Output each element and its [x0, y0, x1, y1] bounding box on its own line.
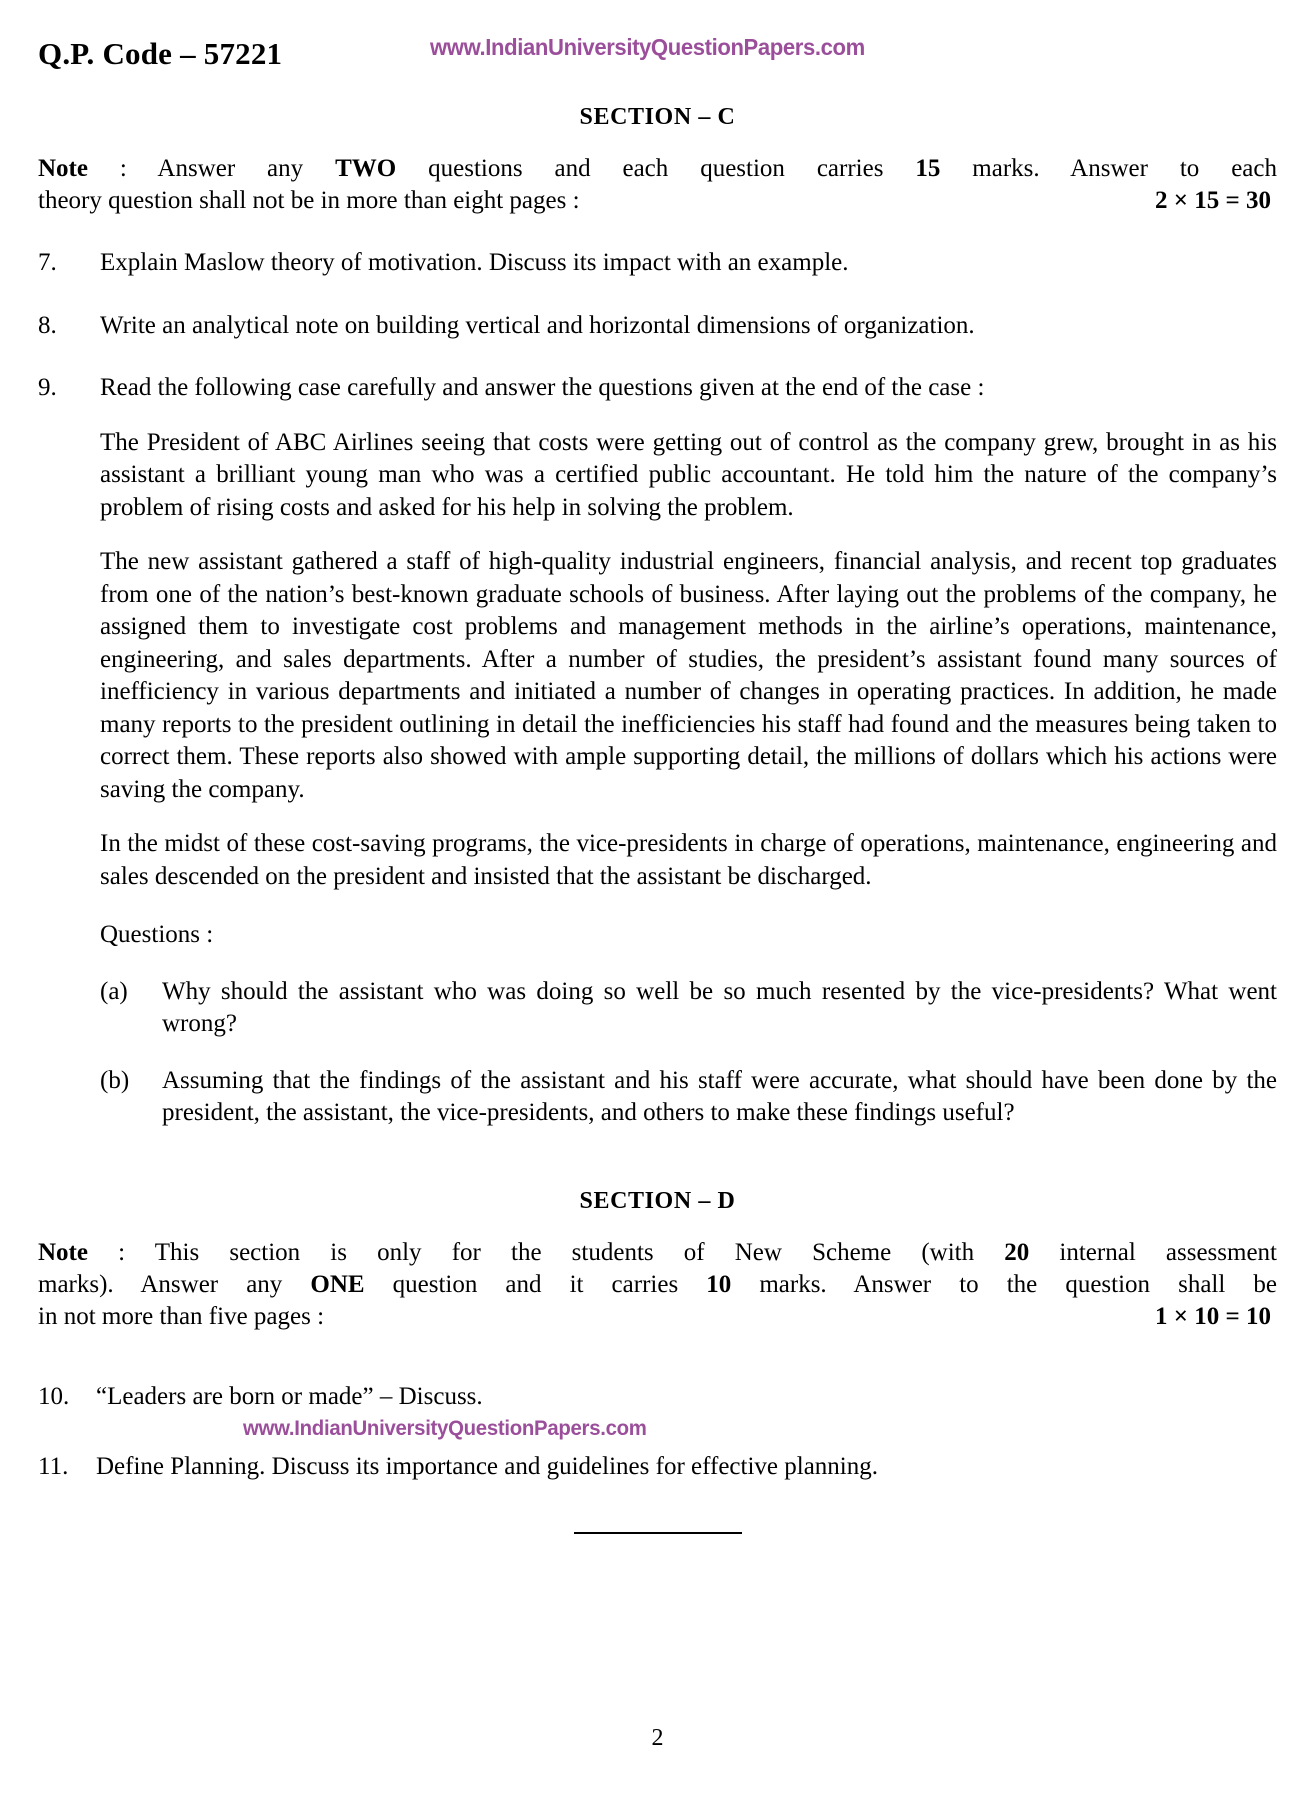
sub-question-a-text: Why should the assistant who was doing so well be so much resented by the vice-presidents? What went wrong? — [162, 977, 1277, 1037]
note-text-b: questions and each question carries — [396, 155, 916, 182]
question-8-number: 8. — [38, 311, 57, 339]
page-header — [38, 30, 1277, 86]
sub-question-a — [100, 976, 1277, 1041]
section-d-note-text-e: marks. Answer to the question shall be — [731, 1270, 1277, 1298]
question-9-intro: Read the following case carefully and answer the questions given at the end of the case : — [100, 374, 985, 401]
section-c-note-line-1 — [38, 153, 1277, 185]
case-paragraph-3: In the midst of these cost-saving programs, the vice-presidents in charge of operations, maintenance, engineering and sales descended on the president and insisted that the assistant be discharged. — [100, 830, 1277, 890]
section-d-marks: 1 × 10 = 10 — [1155, 1302, 1271, 1330]
section-d-note-text-c: marks). Answer any — [38, 1270, 311, 1298]
note-bold-fifteen: 15 — [915, 155, 941, 182]
section-d-note — [38, 1237, 1277, 1333]
section-d-note-bold-ten: 10 — [706, 1270, 732, 1298]
section-d-heading: SECTION – D — [579, 1187, 736, 1214]
section-d-note-bold-one: ONE — [310, 1270, 365, 1298]
question-10 — [38, 1381, 1277, 1414]
note-text-a: : Answer any — [87, 155, 336, 182]
question-7 — [38, 247, 1277, 280]
sub-question-b-label: (b) — [100, 1066, 130, 1094]
footer-divider — [574, 1532, 742, 1534]
section-d-note-text-b: internal assessment — [1029, 1238, 1277, 1266]
note-text-c: marks. Answer to each — [940, 155, 1278, 182]
question-11 — [38, 1451, 1277, 1484]
section-c-note-line-2 — [38, 185, 1277, 217]
section-c-marks: 2 × 15 = 30 — [1155, 187, 1271, 214]
case-paragraph-2: The new assistant gathered a staff of high-quality industrial engineers, financial analysis, and recent top graduates from one of the nation’s best-known graduate schools of business. After laying out the problems of the company, he assigned them to investigate cost problems and management methods in the airline’s operations, maintenance, engineering, and sales departments. After a number of studies, the president’s assistant found many sources of inefficiency in various departments and initiated a number of changes in operating practices. In addition, he made many reports to the president outlining in detail the inefficiencies his staff had found and the measures being taken to correct them. These reports also showed with ample supporting detail, the millions of dollars which his actions were saving the company. — [100, 548, 1277, 803]
sub-question-b-text: Assuming that the findings of the assistant and his staff were accurate, what should have been done by the president, the assistant, the vice-presidents, and others to make these findings useful? — [162, 1066, 1277, 1126]
section-d-note-line-3-text: in not more than five pages : — [38, 1302, 325, 1330]
note-line-2-text: theory question shall not be in more than eight pages : — [38, 187, 580, 214]
section-d-note-label: Note — [38, 1238, 88, 1266]
section-c-heading: SECTION – C — [579, 104, 736, 130]
question-8 — [38, 310, 1277, 343]
question-9-body — [100, 372, 1277, 1130]
section-d-note-line-2 — [38, 1269, 1277, 1301]
qp-code-label: Q.P. Code – 57221 — [38, 36, 283, 71]
section-d-note-bold-twenty: 20 — [1004, 1238, 1030, 1266]
question-11-number: 11. — [38, 1453, 69, 1480]
watermark-middle: www.IndianUniversityQuestionPapers.com — [243, 1417, 647, 1440]
section-d-note-line-1 — [38, 1237, 1277, 1269]
question-9-number: 9. — [38, 374, 57, 401]
page-number: 2 — [651, 1725, 664, 1751]
sub-question-a-label: (a) — [100, 977, 128, 1005]
case-questions-label: Questions : — [100, 921, 214, 948]
question-10-text: “Leaders are born or made” – Discuss. — [96, 1382, 483, 1410]
section-d-note-text-d: question and it carries — [364, 1270, 707, 1298]
question-7-number: 7. — [38, 249, 57, 276]
question-10-number: 10. — [38, 1382, 70, 1410]
case-paragraph-1: The President of ABC Airlines seeing that costs were getting out of control as the company grew, brought in as his assistant a brilliant young man who was a certified public accountant. He told him the nature of the company’s problem of rising costs and asked for his help in solving the problem. — [100, 428, 1277, 521]
watermark-top: www.IndianUniversityQuestionPapers.com — [430, 34, 865, 60]
section-d-note-line-3 — [38, 1301, 1277, 1333]
question-8-text: Write an analytical note on building vertical and horizontal dimensions of organization. — [100, 311, 975, 339]
question-11-text: Define Planning. Discuss its importance and guidelines for effective planning. — [96, 1453, 878, 1480]
question-7-text: Explain Maslow theory of motivation. Discuss its impact with an example. — [100, 249, 849, 276]
sub-question-b — [100, 1065, 1277, 1130]
question-9 — [38, 372, 1277, 1130]
section-c-note — [38, 153, 1277, 217]
note-bold-two: TWO — [335, 155, 397, 182]
note-label: Note — [38, 155, 88, 182]
section-d-note-text-a: : This section is only for the students of New Scheme (with — [87, 1238, 1005, 1266]
